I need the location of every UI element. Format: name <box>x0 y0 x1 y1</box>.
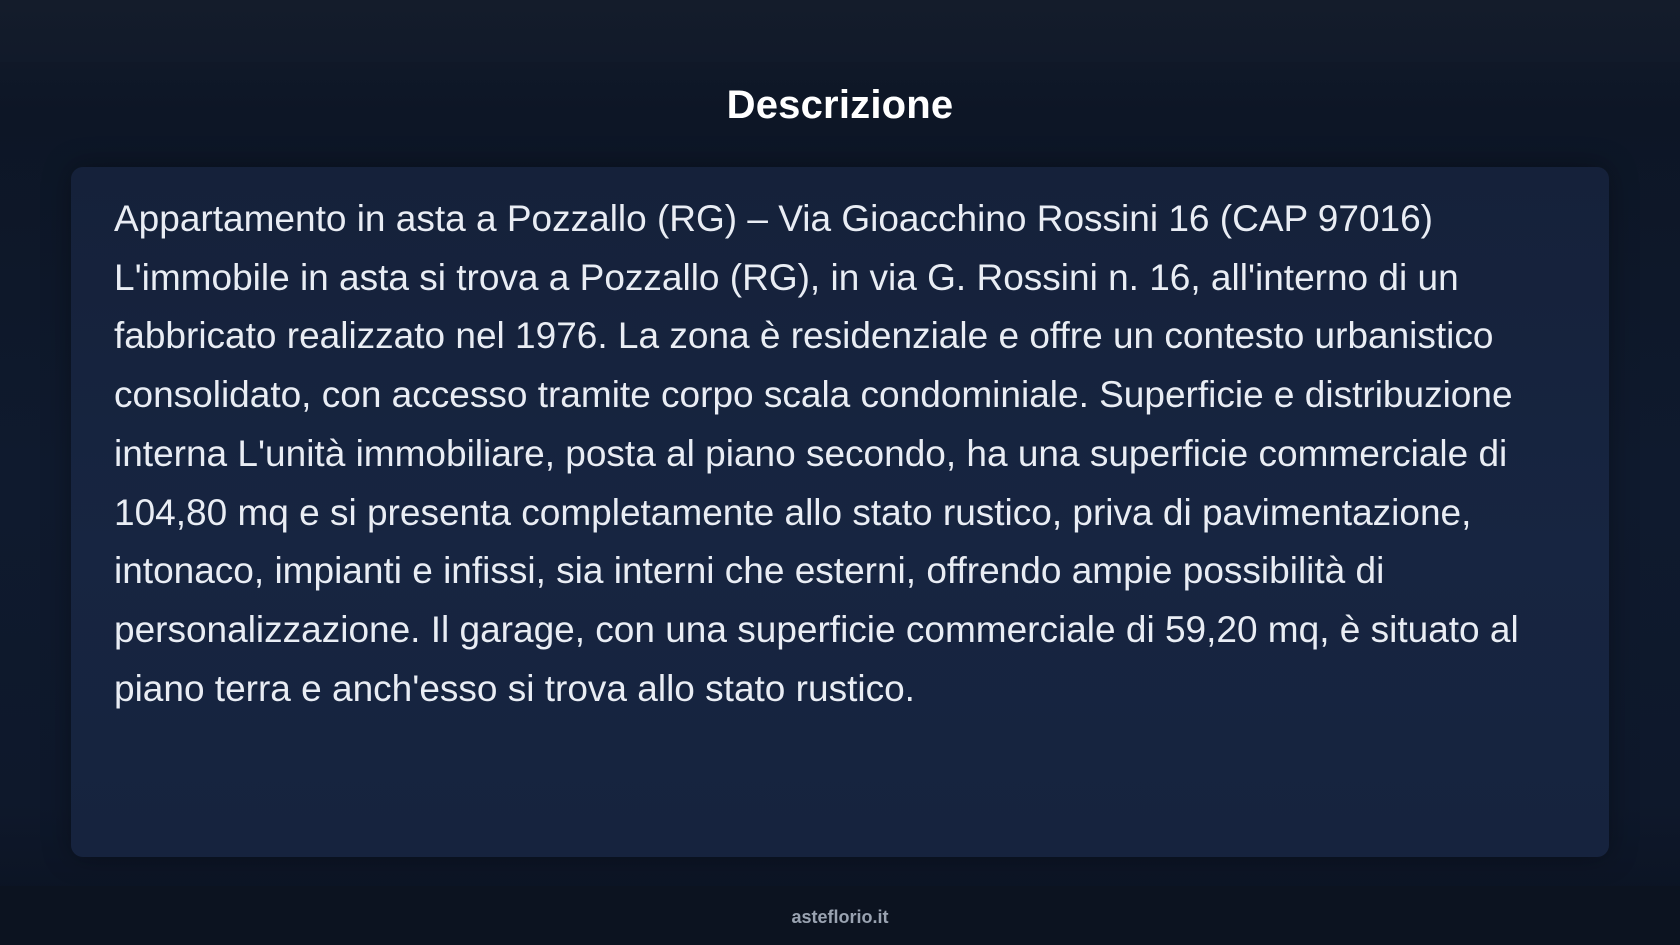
top-band <box>0 0 1680 62</box>
description-text: Appartamento in asta a Pozzallo (RG) – Via Gioacchino Rossini 16 (CAP 97016) L'immobile in asta si trova a Pozzallo (RG), in via G. Rossini n. 16, all'interno di un fabbricato realizzato nel 1976. La zona è residenziale e offre un contesto urbanistico consolidato, con accesso tramite corpo scala condominiale. Superficie e distribuzione interna L'unità immobiliare, posta al piano secondo, ha una superficie commerciale di 104,80 mq e si presenta completamente allo stato rustico, priva di pavimentazione, intonaco, impianti e infissi, sia interni che esterni, offrendo ampie possibilità di personalizzazione. Il garage, con una superficie commerciale di 59,20 mq, è situato al piano terra e anch'esso si trova allo stato rustico. <box>114 198 1519 709</box>
footer-site-name: asteflorio.it <box>791 907 889 927</box>
description-card <box>71 167 1609 857</box>
page-title: Descrizione <box>726 83 954 127</box>
